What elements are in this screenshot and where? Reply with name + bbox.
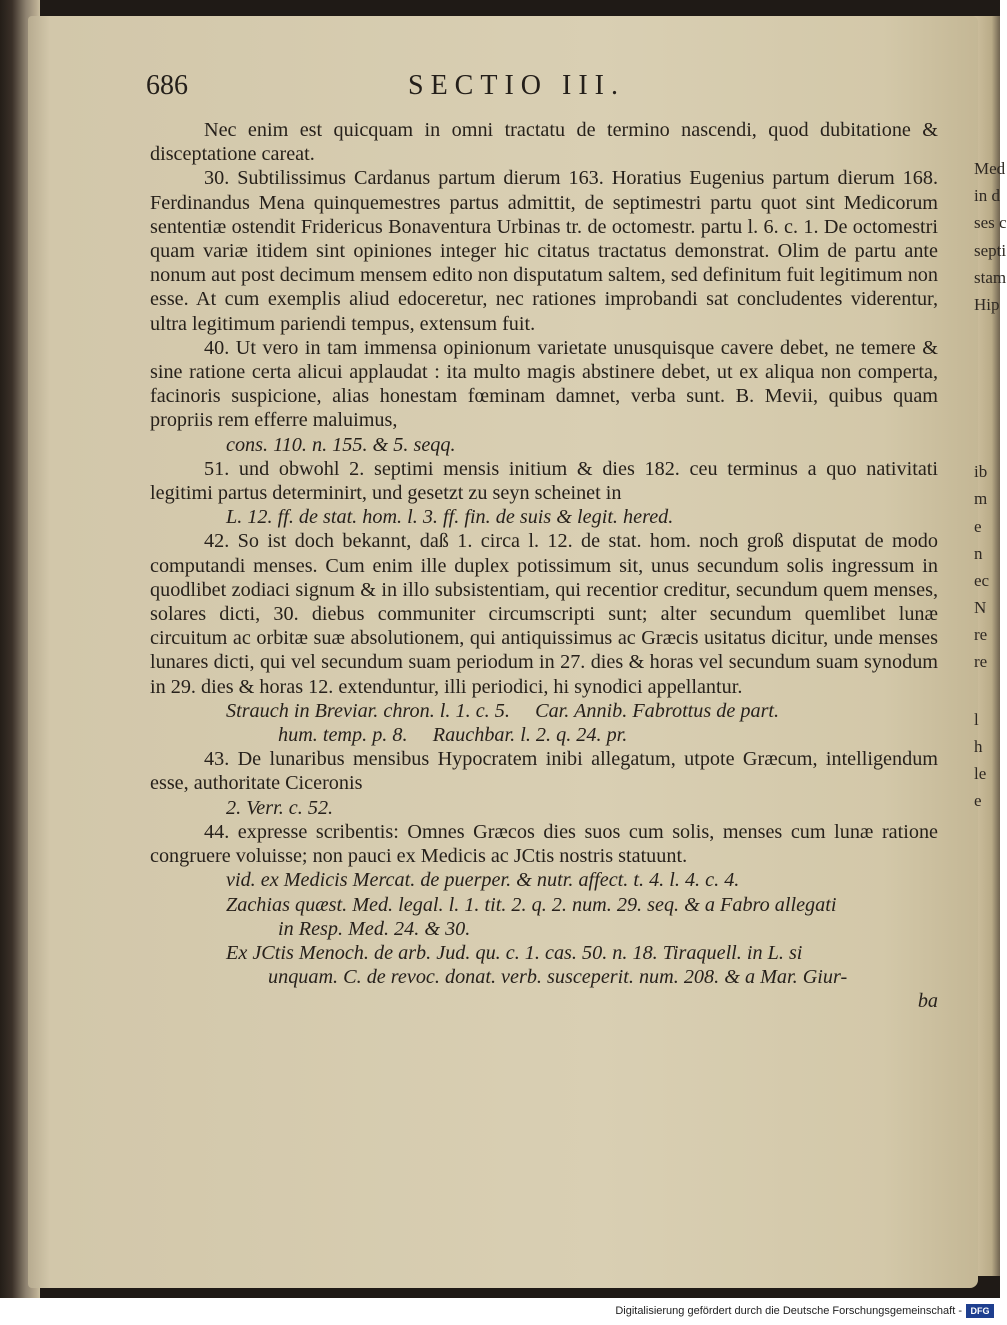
- paragraph: Nec enim est quicquam in omni tractatu de termino nascendi, quod dubitatione & disceptatione careat.: [150, 119, 938, 166]
- citation: in Resp. Med. 24. & 30.: [278, 917, 471, 940]
- page-number: 686: [146, 70, 188, 101]
- margin-fragment: Med: [974, 159, 1006, 178]
- margin-fragment: Hip: [974, 294, 1000, 314]
- paragraph: 44. expresse scribentis: Omnes Græcos dies suos cum solis, menses cum lunæ ratione congruere voluisse; non pauci ex Medicis ac JCtis nostris statuunt.: [150, 820, 938, 868]
- margin-fragment: re: [974, 652, 988, 672]
- catchword: ba: [917, 990, 938, 1013]
- paragraph: 51. und obwohl 2. septimi mensis initium & dies 182. ceu terminus a quo nativitati legitimi partus determinirt, und gesetzt zu seyn scheinet in: [150, 457, 938, 505]
- margin-fragment: n: [974, 543, 983, 563]
- citation: L. 12. ff. de stat. hom. l. 3. ff. fin. de suis & legit. hered.: [226, 506, 674, 529]
- margin-fragment: septi: [974, 240, 1007, 260]
- margin-fragment: e: [974, 791, 982, 811]
- paragraph: 30. Subtilissimus Cardanus partum dierum 163. Horatius Eugenius partum dierum 168. Ferdinandus Mena quinquemestres partus admittit, de septimestri partu quot sint Medicorum sententiæ ostendit Fridericus Bonaventura Urbinas tr. de octomestr. partu l. 6. c. 1. De octomestri quam variæ itidem sint opiniones integer hic citatus tractatus demonstrat. Olim de partu ante nonum aut post decimum mensem edito non disputatum saltem, sed definitum fuit legitimum non esse. At cum exemplis aliud edoceretur, nec rationes improbandi sat concludentes viderentur, ultra legitimum pariendi tempus, extensum fuit.: [150, 167, 938, 335]
- margin-fragment: ses c: [974, 213, 1007, 233]
- dfg-logo-icon[interactable]: DFG: [966, 1304, 994, 1318]
- citation: cons. 110. n. 155. & 5. seqq.: [226, 433, 456, 456]
- margin-fragment: ec: [974, 570, 990, 590]
- margin-fragment: re: [974, 625, 988, 645]
- funding-credit: Digitalisierung gefördert durch die Deutsche Forschungsgemeinschaft -: [615, 1305, 962, 1317]
- page-header: [146, 70, 936, 110]
- margin-fragment: in d: [974, 186, 1000, 206]
- facing-page-margin: [974, 155, 1007, 814]
- citation: Ex JCtis Menoch. de arb. Jud. qu. c. 1. cas. 50. n. 18. Tiraquell. in L. si: [226, 941, 803, 964]
- margin-fragment: h: [974, 736, 983, 756]
- margin-fragment: l: [974, 709, 979, 729]
- citation: unquam. C. de revoc. donat. verb. susceperit. num. 208. & a Mar. Giur-: [268, 966, 848, 989]
- paragraph: 43. De lunaribus mensibus Hypocratem inibi allegatum, utpote Græcum, intelligendum esse, authoritate Ciceronis: [150, 748, 938, 795]
- body-text: [150, 118, 938, 1014]
- running-title: SECTIO III.: [408, 70, 625, 101]
- paragraph: 42. So ist doch bekannt, daß 1. circa l. 12. de stat. hom. noch groß disputat de modo computandi menses. Cum enim ille duplex potissimum sit, unus secundum solis ingressum in quodlibet zodiaci signum & in illo subsistentiam, qui recentior creditur, secundum quem menses, solares dicti, 30. diebus communiter circumscripti sunt; alter secundum quemlibet lunæ circuitum ac orbitæ suæ absolutionem, qui antiquissimus ac Græcis usitatus dicitur, unde menses lunares dicti, qui vel secundum suam periodum in 27. dies & horas vel secundum suam synodum in 29. dies & horas 12. extenduntur, illi periodici, hi synodici appellantur.: [150, 530, 938, 698]
- citation: hum. temp. p. 8. Rauchbar. l. 2. q. 24. pr.: [278, 724, 628, 747]
- margin-fragment: m: [974, 489, 988, 509]
- citation: Strauch in Breviar. chron. l. 1. c. 5. Car. Annib. Fabrottus de part.: [226, 699, 780, 722]
- margin-fragment: N: [974, 598, 987, 618]
- margin-fragment: e: [974, 516, 982, 536]
- margin-fragment: stam: [974, 267, 1007, 287]
- citation: 2. Verr. c. 52.: [226, 796, 334, 819]
- footer-bar: [0, 1298, 1000, 1325]
- citation: Zachias quæst. Med. legal. l. 1. tit. 2. q. 2. num. 29. seq. & a Fabro allegati: [226, 893, 837, 916]
- paragraph: 40. Ut vero in tam immensa opinionum varietate unusquisque cavere debet, ne temere & sine ratione certa alicui applaudat : ita multo magis abstinere debet, ut ex aliqua non comperta, facinoris suspicione, alias honestam fœminam damnet, verba sunt. B. Mevii, quibus quam propriis rem efferre maluimus,: [150, 336, 938, 432]
- citation: vid. ex Medicis Mercat. de puerper. & nutr. affect. t. 4. l. 4. c. 4.: [226, 869, 740, 892]
- margin-fragment: ib: [974, 462, 988, 482]
- margin-fragment: le: [974, 764, 987, 783]
